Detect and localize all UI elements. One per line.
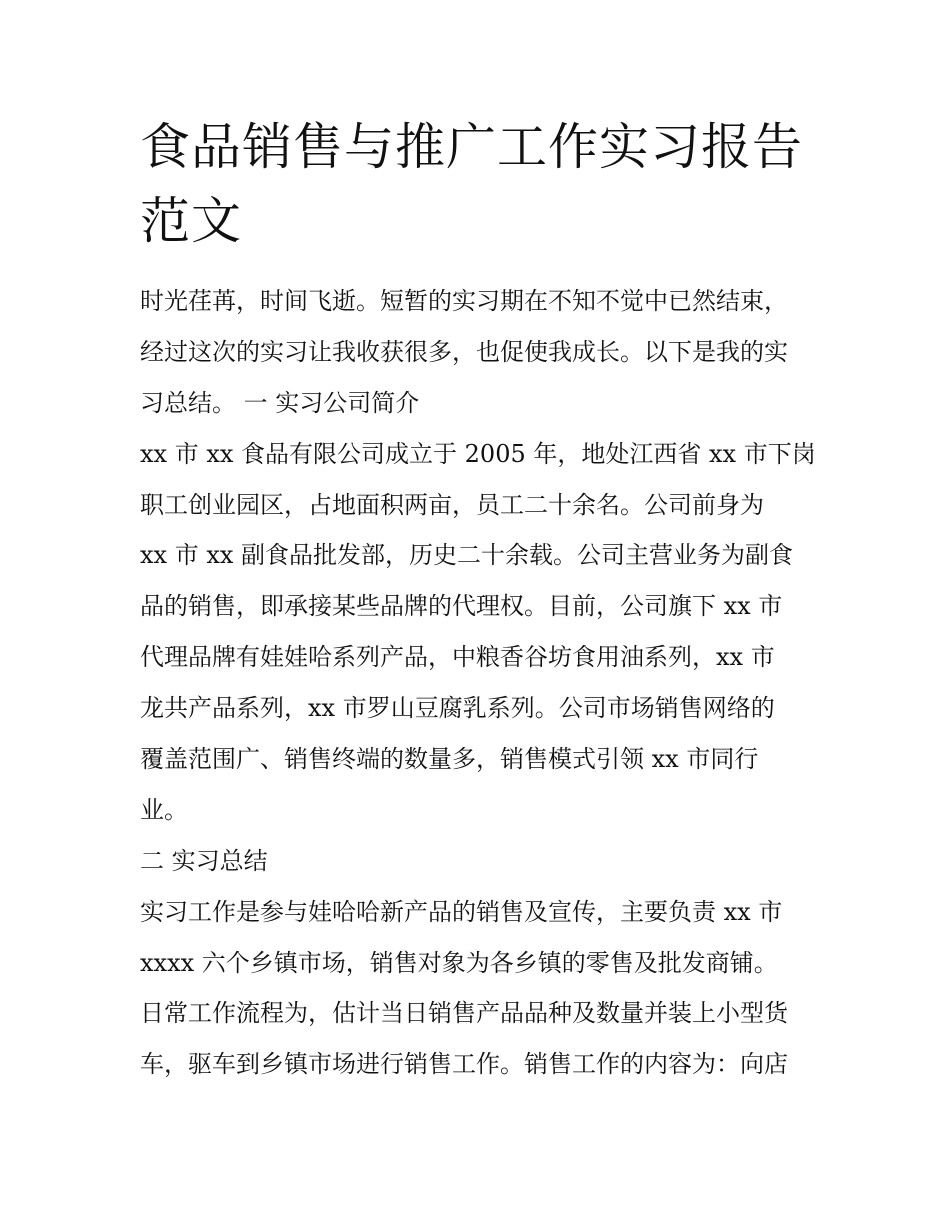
title-line: 食品销售与推广工作实习报告 xyxy=(140,118,803,176)
body-line: 龙共产品系列，xx 市罗山豆腐乳系列。公司市场销售网络的 xyxy=(140,694,775,723)
body-line: xx 市 xx 副食品批发部，历史二十余载。公司主营业务为副食 xyxy=(140,541,794,570)
body-line: 实习工作是参与娃哈哈新产品的销售及宣传，主要负责 xx 市 xyxy=(140,897,783,926)
body-line: xx 市 xx 食品有限公司成立于 2005 年，地处江西省 xx 市下岗 xyxy=(140,439,816,468)
body-line: 车，驱车到乡镇市场进行销售工作。销售工作的内容为：向店 xyxy=(140,1050,788,1079)
body-line: 职工创业园区，占地面积两亩，员工二十余名。公司前身为 xyxy=(140,490,764,519)
body-line: xxxx 六个乡镇市场，销售对象为各乡镇的零售及批发商铺。 xyxy=(140,948,778,977)
document-title xyxy=(140,110,820,258)
section-heading: 二 实习总结 xyxy=(140,846,268,875)
body-line: 代理品牌有娃娃哈系列产品，中粮香谷坊食用油系列，xx 市 xyxy=(140,643,775,672)
body-line: 时光荏苒，时间飞逝。短暂的实习期在不知不觉中已然结束， xyxy=(140,287,788,315)
body-line: 品的销售，即承接某些品牌的代理权。目前，公司旗下 xx 市 xyxy=(140,592,783,621)
body-line: 习总结。 一 实习公司简介 xyxy=(140,388,420,417)
body-line: 覆盖范围广、销售终端的数量多，销售模式引领 xx 市同行 xyxy=(140,745,759,774)
body-line: 日常工作流程为，估计当日销售产品品种及数量并装上小型货 xyxy=(140,999,788,1028)
document-body xyxy=(140,276,830,1090)
body-line: 业。 xyxy=(140,795,188,824)
body-line: 经过这次的实习让我收获很多，也促使我成长。以下是我的实 xyxy=(140,337,788,366)
title-line: 范文 xyxy=(140,192,242,250)
